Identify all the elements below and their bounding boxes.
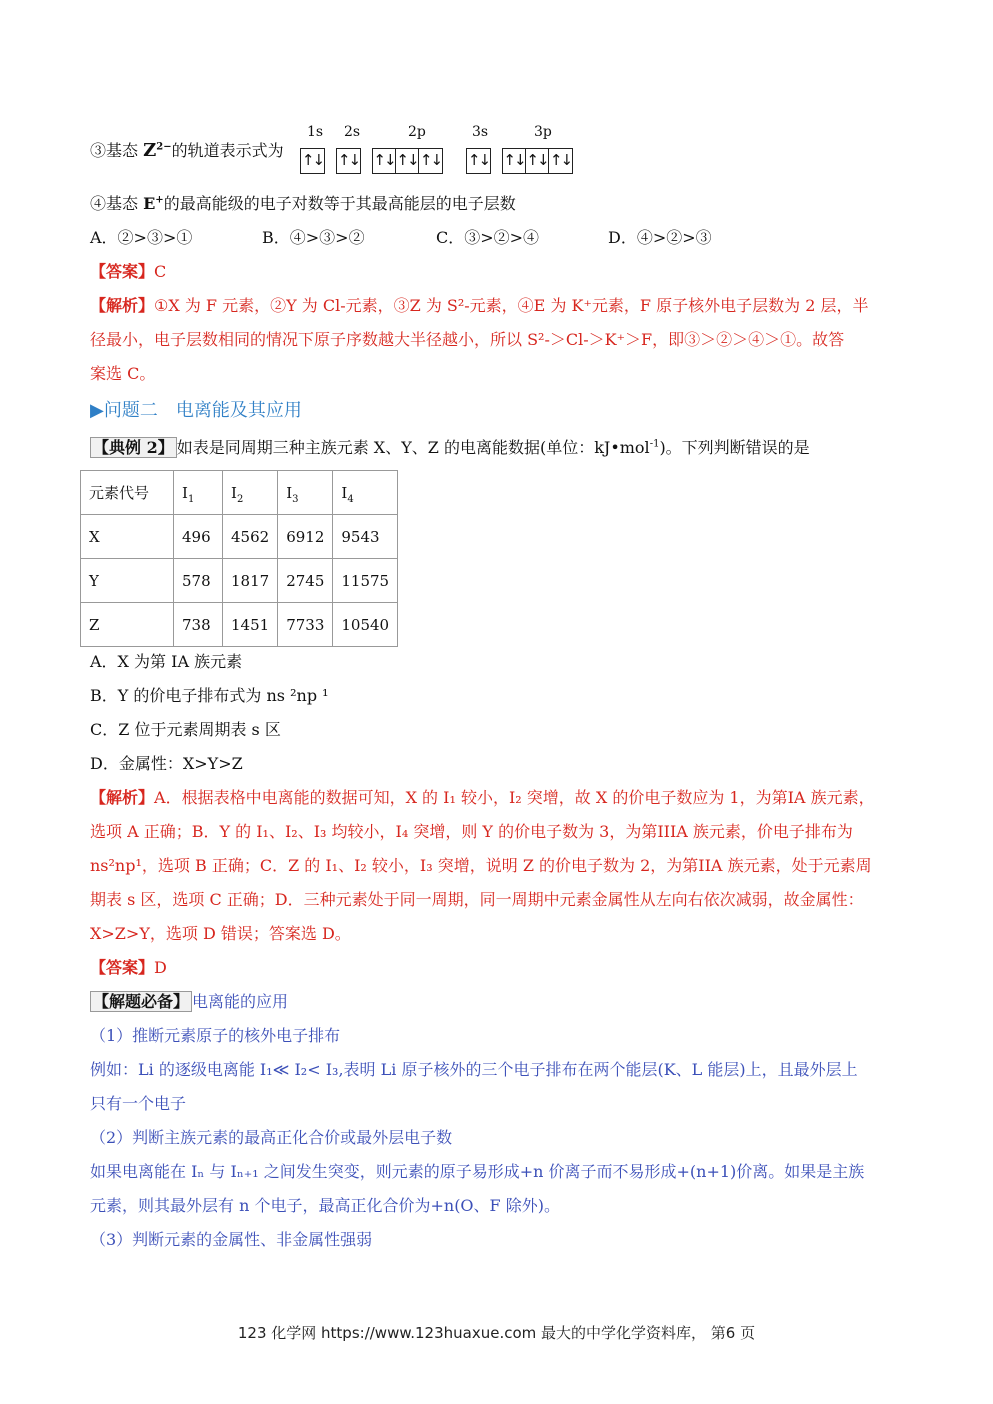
orbital-box-1s [300, 148, 325, 174]
choice-b: B．Y 的价电子排布式为 ns ²np ¹ [90, 686, 329, 705]
orbital-cell: ↑↓ [467, 151, 490, 169]
app-heading-2: （2）判断主族元素的最高正化合价或最外层电子数 [90, 1128, 453, 1147]
table-cell: 1451 [223, 603, 278, 647]
choice-d: D．④>②>③ [608, 228, 712, 247]
table-cell: 2745 [278, 559, 333, 603]
table-cell: 4562 [223, 515, 278, 559]
ionization-energy-table [80, 470, 398, 647]
orbital-label: 3s [472, 124, 489, 140]
table-header: $I_4$ [333, 471, 398, 515]
table-cell: X [81, 515, 174, 559]
table-cell: 7733 [278, 603, 333, 647]
orbital-cell: ↑↓ [549, 151, 572, 169]
choice-b: B．④>③>② [262, 228, 365, 247]
table-cell: 11575 [333, 559, 398, 603]
table-header: $I_1$ [174, 471, 223, 515]
choice-c: C．③>②>④ [436, 228, 540, 247]
must-know: 【解题必备】 电离能的应用 [90, 991, 288, 1013]
table-header: $I_3$ [278, 471, 333, 515]
table-cell: 578 [174, 559, 223, 603]
choice-a: A．②>③>① [90, 228, 193, 247]
orbital-box-2s [336, 148, 361, 174]
answer-2: 【答案】D [90, 958, 167, 977]
table-row [81, 559, 398, 603]
orbital-cell: ↑↓ [301, 151, 324, 169]
question-3: ③基态 $Z^{2-}$的轨道表示式为 [90, 140, 284, 161]
choice-c: C．Z 位于元素周期表 s 区 [90, 720, 281, 739]
orbital-cell: ↑↓ [337, 151, 360, 169]
orbital-label: 1s [307, 124, 324, 140]
table-header-row [81, 471, 398, 515]
choice-d: D．金属性：X>Y>Z [90, 754, 243, 773]
orbital-label: 2p [408, 124, 426, 140]
table-cell: Y [81, 559, 174, 603]
example-2: 【典例 2】 如表是同周期三种主族元素 X、Y、Z 的电离能数据(单位：kJ•mol$^{-1}$)。下列判断错误的是 [90, 437, 810, 459]
table-cell: Z [81, 603, 174, 647]
app-heading-1: （1）推断元素原子的核外电子排布 [90, 1026, 341, 1045]
choice-a: A．X 为第 IA 族元素 [90, 652, 243, 671]
table-cell: 10540 [333, 603, 398, 647]
orbital-label: 3p [534, 124, 552, 140]
orbital-cell: ↑↓ [373, 149, 396, 173]
answer-1: 【答案】C [90, 262, 167, 281]
orbital-box-2p [372, 148, 443, 174]
orbital-box-3s [466, 148, 491, 174]
table-row [81, 603, 398, 647]
table-cell: 1817 [223, 559, 278, 603]
table-header: 元素代号 [81, 471, 174, 515]
table-header: $I_2$ [223, 471, 278, 515]
question-4: ④基态 E+的最高能级的电子对数等于其最高能层的电子层数 [90, 194, 516, 213]
table-cell: 9543 [333, 515, 398, 559]
orbital-cell: ↑↓ [503, 149, 526, 173]
orbital-cell: ↑↓ [526, 149, 549, 173]
app-heading-3: （3）判断元素的金属性、非金属性强弱 [90, 1230, 373, 1249]
example-tag: 【典例 2】 [90, 437, 177, 458]
table-cell: 496 [174, 515, 223, 559]
page-footer: 123 化学网 https://www.123huaxue.com 最大的中学化学资料库， 第6 页 [237, 1324, 756, 1342]
orbital-cell: ↑↓ [396, 149, 419, 173]
orbital-box-3p [502, 148, 573, 174]
table-cell: 738 [174, 603, 223, 647]
table-cell: 6912 [278, 515, 333, 559]
orbital-cell: ↑↓ [419, 151, 442, 169]
must-know-tag: 【解题必备】 [90, 991, 192, 1012]
section-title: ▶问题二 电离能及其应用 [90, 400, 302, 421]
orbital-label: 2s [344, 124, 361, 140]
table-row [81, 515, 398, 559]
